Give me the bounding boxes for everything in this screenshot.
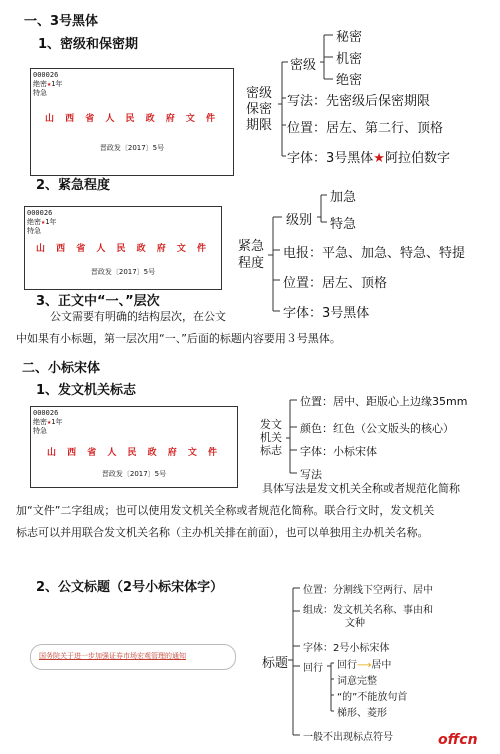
tree-1-level-label: 密级 — [290, 58, 317, 73]
urgency-level: 特急 — [33, 427, 47, 435]
tree-1-position: 位置：居左、第二行、顶格 — [287, 121, 444, 136]
urgency-level: 特急 — [33, 89, 47, 97]
issuer-title: 山 西 省 人 民 政 府 文 件 — [44, 114, 220, 124]
tree-1-writing: 写法：先密级后保密期限 — [287, 94, 431, 109]
tree-3-font: 字体：小标宋体 — [300, 445, 377, 458]
tree-3-position: 位置：居中、距版心上边缘35mm — [300, 395, 468, 408]
paragraph-1-3-line1: 公文需要有明确的结构层次，在公文 — [50, 310, 226, 323]
paragraph-2-1-line1: 具体写法是发文机关全称或者规范化简称 — [262, 482, 460, 495]
tree-4-wrap-item-1: 词意完整 — [337, 676, 377, 687]
offcn-watermark: offcn — [438, 732, 478, 748]
serial-number: 000026 — [27, 209, 53, 217]
subsection-1-2-heading: 2、紧急程度 — [36, 178, 111, 193]
tree-3-color: 颜色：红色（公文版头的核心） — [300, 422, 454, 435]
tree-2-position: 位置：居左、顶格 — [283, 276, 388, 291]
tree-4-wrap-item-3: 梯形、菱形 — [337, 708, 387, 719]
document-number: 晋政发〔2017〕5号 — [99, 144, 165, 152]
serial-number: 000026 — [33, 71, 59, 79]
tree-2-root: 紧急 程度 — [238, 239, 265, 271]
tree-3-writing: 写法 — [300, 468, 322, 481]
tree-4-wrap: 回行 — [303, 663, 323, 674]
document-header-sample-2 — [24, 206, 222, 290]
section-1-heading: 一、3号黑体 — [24, 14, 99, 29]
tree-4-root: 标题 — [262, 656, 289, 671]
issuer-title: 山 西 省 人 民 政 府 文 件 — [35, 244, 211, 254]
arrow-right-icon: ⟶ — [357, 660, 372, 671]
paragraph-2-1-line3: 标志可以并用联合发文机关名称（主办机关排在前面），也可以单独用主办机关名称。 — [16, 526, 429, 539]
subsection-2-2-heading: 2、公文标题（2号小标宋体字） — [36, 580, 224, 595]
tree-1-level-secret: 秘密 — [336, 30, 363, 45]
tree-3-root: 发文 机关 标志 — [260, 418, 282, 457]
tree-1-font: 字体：3号黑体★阿拉伯数字 — [287, 151, 450, 166]
document-header-sample-1 — [30, 68, 234, 176]
document-number: 晋政发〔2017〕5号 — [101, 470, 167, 478]
tree-2-font: 字体：3号黑体 — [283, 306, 370, 321]
subsection-1-3-heading: 3、正文中“一、”层次 — [36, 294, 160, 309]
issuer-title: 山 西 省 人 民 政 府 文 件 — [46, 448, 222, 458]
secret-level: 绝密★1年 — [27, 218, 57, 226]
secret-level: 绝密★1年 — [33, 418, 63, 426]
paragraph-1-3-line2: 中如果有小标题，第一层次用“一、”后面的标题内容要用３号黑体。 — [16, 332, 341, 345]
tree-4-font: 字体：2号小标宋体 — [303, 643, 390, 654]
tree-2-level-urgent: 加急 — [330, 190, 357, 205]
section-2-heading: 二、小标宋体 — [22, 361, 101, 376]
paragraph-2-1-line2: 加“文件”二字组成；也可以使用发文机关全称或者规范化简称。联合行文时，发文机关 — [16, 504, 435, 517]
tree-1-level-topsecret: 绝密 — [336, 73, 363, 88]
subsection-1-1-heading: 1、密级和保密期 — [38, 37, 139, 52]
serial-number: 000026 — [33, 409, 59, 417]
sample-title-text: 国务院关于进一步加强证券市场宏观管理的通知 — [39, 652, 186, 660]
tree-4-position: 位置：分割线下空两行、居中 — [303, 585, 433, 596]
tree-4-wrap-item-2: “的”不能放句首 — [337, 692, 408, 703]
tree-2-level-extra-urgent: 特急 — [330, 217, 357, 232]
tree-4-wrap-rule: 回行⟶居中 — [337, 660, 392, 671]
tree-2-telegram: 电报：平急、加急、特急、特提 — [283, 246, 466, 261]
sample-title-box — [30, 644, 236, 670]
tree-4-composition: 组成：发文机关名称、事由和 文种 — [303, 605, 433, 629]
tree-1-level-confidential: 机密 — [336, 52, 363, 67]
tree-4-no-punctuation: 一般不出现标点符号 — [303, 732, 393, 743]
secret-level: 绝密★1年 — [33, 80, 63, 88]
tree-1-root: 密级 保密 期限 — [246, 86, 273, 133]
tree-2-level-label: 级别 — [286, 213, 313, 228]
document-header-sample-3 — [30, 406, 238, 488]
subsection-2-1-heading: 1、发文机关标志 — [36, 383, 137, 398]
star-icon: ★ — [373, 151, 385, 166]
urgency-level: 特急 — [27, 227, 41, 235]
document-number: 晋政发〔2017〕5号 — [90, 268, 156, 276]
